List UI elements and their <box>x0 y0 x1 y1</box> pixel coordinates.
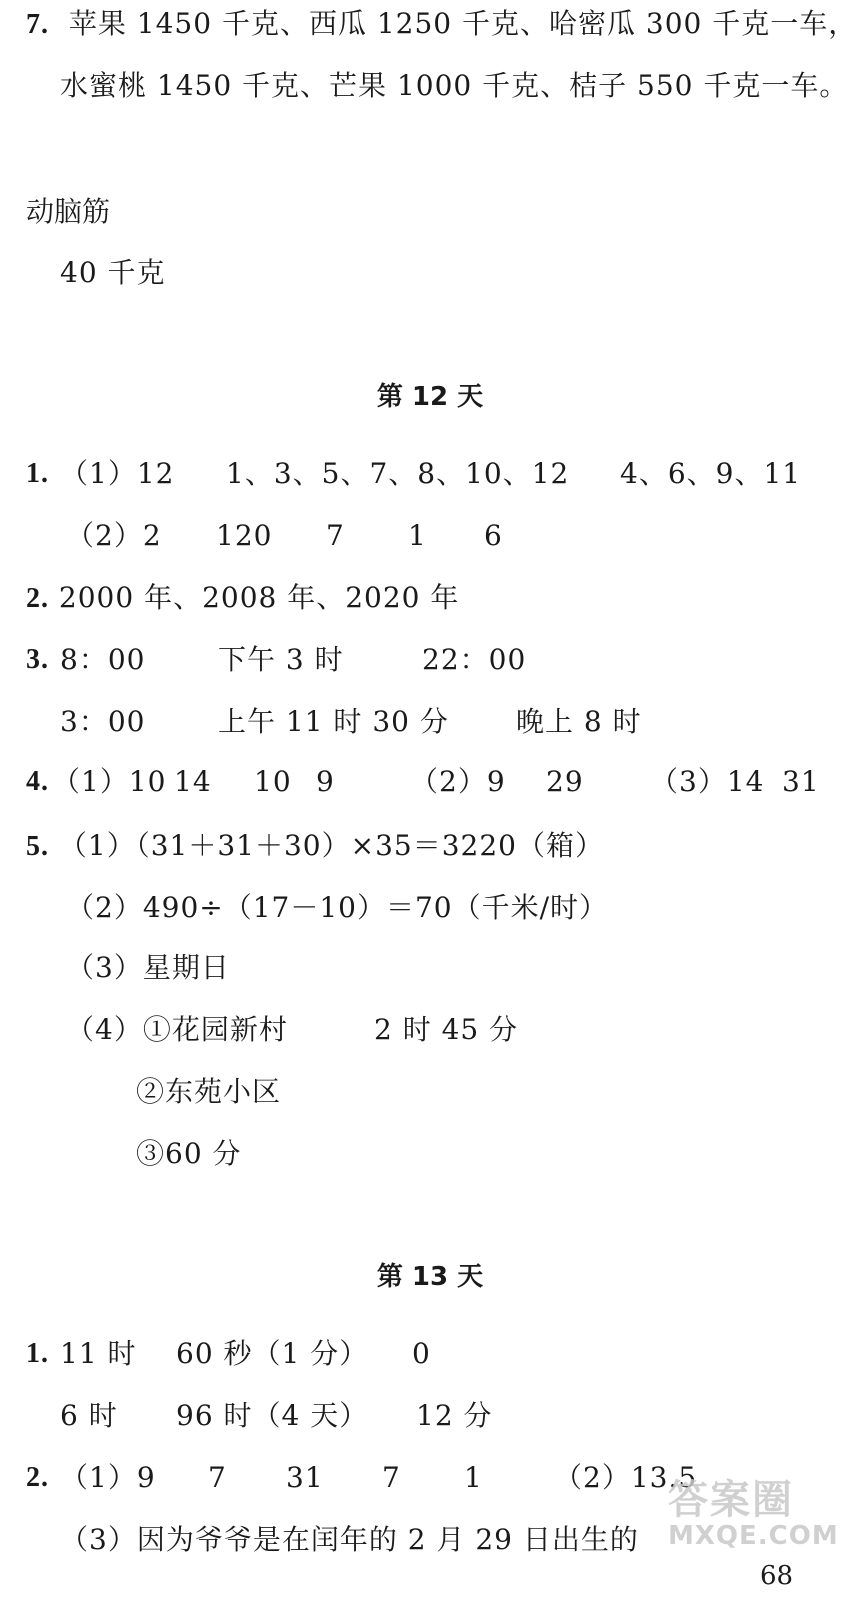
day13-q2-number: 2. <box>26 1462 49 1493</box>
brain-teaser-title: 动脑筋 <box>26 195 111 228</box>
answer-cell: 60 秒（1 分） <box>176 1337 369 1370</box>
answer-cell: 下午 3 时 <box>218 643 344 676</box>
q7-number: 7. <box>26 9 49 40</box>
day12-q2 <box>26 580 459 617</box>
day12-q2-number: 2. <box>26 583 49 614</box>
answer-cell: （4）①花园新村 <box>66 1013 288 1046</box>
day12-q3-row2 <box>26 704 846 740</box>
answer-cell: 上午 11 时 30 分 <box>218 705 449 738</box>
day12-q5-part4-sub2: ②东苑小区 <box>136 1075 282 1108</box>
answer-cell: 120 <box>216 519 273 552</box>
answer-cell: 31 <box>782 765 820 798</box>
answer-cell: 29 <box>546 765 584 798</box>
answer-cell: 3：00 <box>60 705 146 738</box>
answer-cell: 0 <box>412 1337 431 1370</box>
day12-q3-row1 <box>26 642 846 678</box>
day13-q1-row1 <box>26 1336 846 1372</box>
day13-q2-part3: （3）因为爷爷是在闰年的 2 月 29 日出生的 <box>60 1523 639 1556</box>
day13-heading: 第 13 天 <box>376 1262 484 1292</box>
q7-text-line2: 水蜜桃 1450 千克、芒果 1000 千克、桔子 550 千克一车。 <box>60 69 849 102</box>
answer-cell: 4、6、9、11 <box>620 457 802 490</box>
brain-teaser-answer: 40 千克 <box>60 256 166 289</box>
answer-cell: （2）2 <box>66 519 162 552</box>
day12-q5-part4 <box>66 1012 766 1048</box>
day12-q1-number: 1. <box>26 458 49 489</box>
q7-text-line1: 苹果 1450 千克、西瓜 1250 千克、哈密瓜 300 千克一车， <box>68 7 858 40</box>
answer-cell: （1）9 <box>60 1461 156 1494</box>
day12-q4-row1 <box>26 764 846 800</box>
day12-q1-row2 <box>26 518 846 554</box>
day12-q1-row1 <box>26 456 846 492</box>
day12-q5-number: 5. <box>26 831 49 862</box>
answer-cell: （1）12 <box>60 457 175 490</box>
day13-q1-row2 <box>26 1398 846 1434</box>
answer-cell: 12 分 <box>416 1399 493 1432</box>
answer-cell: 31 <box>286 1461 324 1494</box>
answer-cell: （2）9 <box>410 765 506 798</box>
day12-heading: 第 12 天 <box>376 382 484 412</box>
answer-cell: 7 <box>208 1461 227 1494</box>
day12-q5-line1 <box>26 828 604 865</box>
day12-q5-part1: （1）（31＋31＋30）×35＝3220（箱） <box>58 829 604 862</box>
day12-q2-answer: 2000 年、2008 年、2020 年 <box>58 581 460 614</box>
page-number: 68 <box>760 1561 794 1591</box>
site-watermark <box>668 1478 839 1550</box>
answer-cell: 6 <box>484 519 503 552</box>
answer-cell: 9 <box>316 765 335 798</box>
answer-cell: （1）10 <box>52 765 167 798</box>
watermark-logo-text: 答案圈 <box>668 1477 794 1523</box>
day13-q1-number: 1. <box>26 1338 49 1369</box>
answer-cell: 1 <box>408 519 427 552</box>
day12-q5-part4-sub3: ③60 分 <box>136 1137 242 1170</box>
watermark-url: MXQE.COM <box>668 1521 839 1551</box>
answer-cell: （3）14 <box>650 765 765 798</box>
answer-cell: 8：00 <box>60 643 146 676</box>
answer-cell: 1 <box>464 1461 483 1494</box>
answer-cell: （2）13.5 <box>554 1461 698 1494</box>
answer-cell: 22：00 <box>422 643 527 676</box>
answer-cell: 11 时 <box>60 1337 137 1370</box>
answer-cell: 1、3、5、7、8、10、12 <box>226 457 570 490</box>
answer-cell: 7 <box>382 1461 401 1494</box>
day12-q3-number: 3. <box>26 644 49 675</box>
answer-cell: 10 <box>254 765 292 798</box>
answer-cell: 2 时 45 分 <box>374 1013 519 1046</box>
answer-cell: 7 <box>326 519 345 552</box>
answer-cell: 6 时 <box>60 1399 118 1432</box>
day12-q4-number: 4. <box>26 766 49 797</box>
answer-cell: 96 时（4 天） <box>176 1399 369 1432</box>
answer-cell: 14 <box>174 765 212 798</box>
day12-q5-part2: （2）490÷（17－10）＝70（千米/时） <box>66 891 609 924</box>
day12-q5-part3: （3）星期日 <box>66 951 230 984</box>
q7-line1 <box>26 6 857 43</box>
answer-cell: 晚上 8 时 <box>516 705 642 738</box>
